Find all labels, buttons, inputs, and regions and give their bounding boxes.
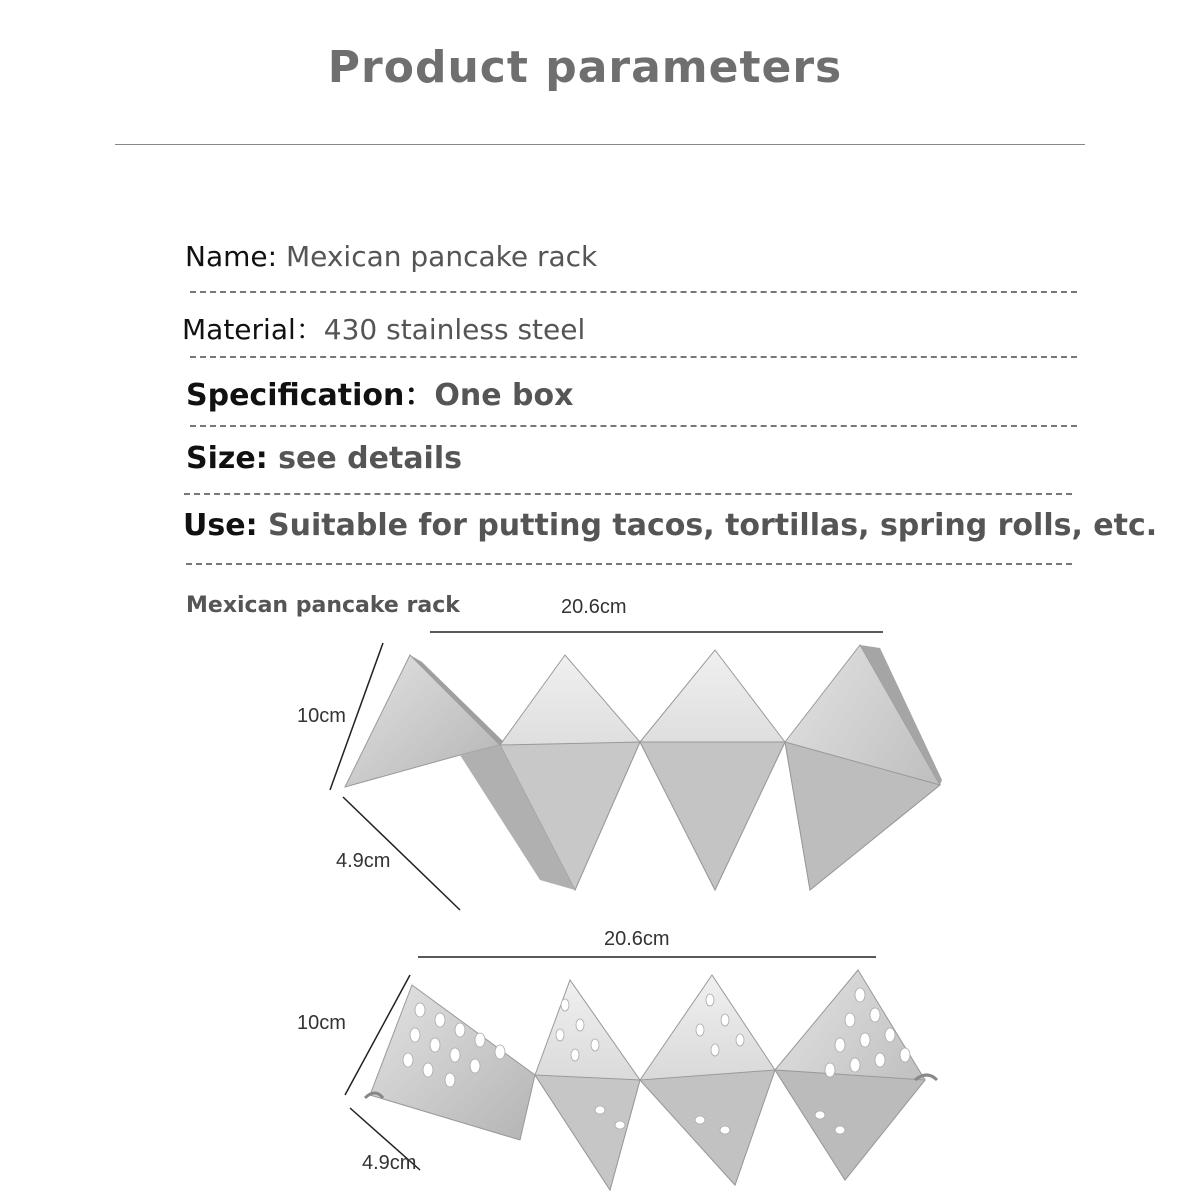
rack-solid-width-label: 20.6cm: [561, 596, 627, 618]
param-value: One box: [434, 378, 574, 413]
param-separator: ：: [404, 378, 435, 413]
param-value: see details: [278, 441, 462, 476]
rack-solid-illustration: [345, 645, 942, 890]
param-value: Mexican pancake rack: [285, 240, 598, 273]
rack-perforated-width-label: 20.6cm: [604, 928, 670, 950]
param-label: Specification: [186, 378, 405, 413]
param-label: Material: [182, 313, 296, 346]
param-label: Size: [186, 441, 256, 476]
param-separator: :: [245, 508, 269, 543]
param-separator: :: [267, 240, 286, 273]
param-label: Use: [183, 508, 246, 543]
rack-solid-height-label: 10cm: [297, 705, 346, 727]
param-label: Name: [185, 240, 268, 273]
rack-solid-depth-label: 4.9cm: [336, 850, 391, 872]
param-separator: ：: [295, 313, 324, 346]
rack-perforated-depth-label: 4.9cm: [362, 1152, 417, 1174]
param-value: Suitable for putting tacos, tortillas, spring rolls, etc.: [268, 508, 1158, 543]
diagram-caption: Mexican pancake rack: [186, 593, 460, 618]
rack-perforated-height-label: 10cm: [297, 1012, 346, 1034]
rack-perforated-illustration: [365, 970, 937, 1190]
param-value: 430 stainless steel: [323, 313, 586, 346]
page-title: Product parameters: [327, 42, 843, 93]
param-separator: :: [255, 441, 279, 476]
